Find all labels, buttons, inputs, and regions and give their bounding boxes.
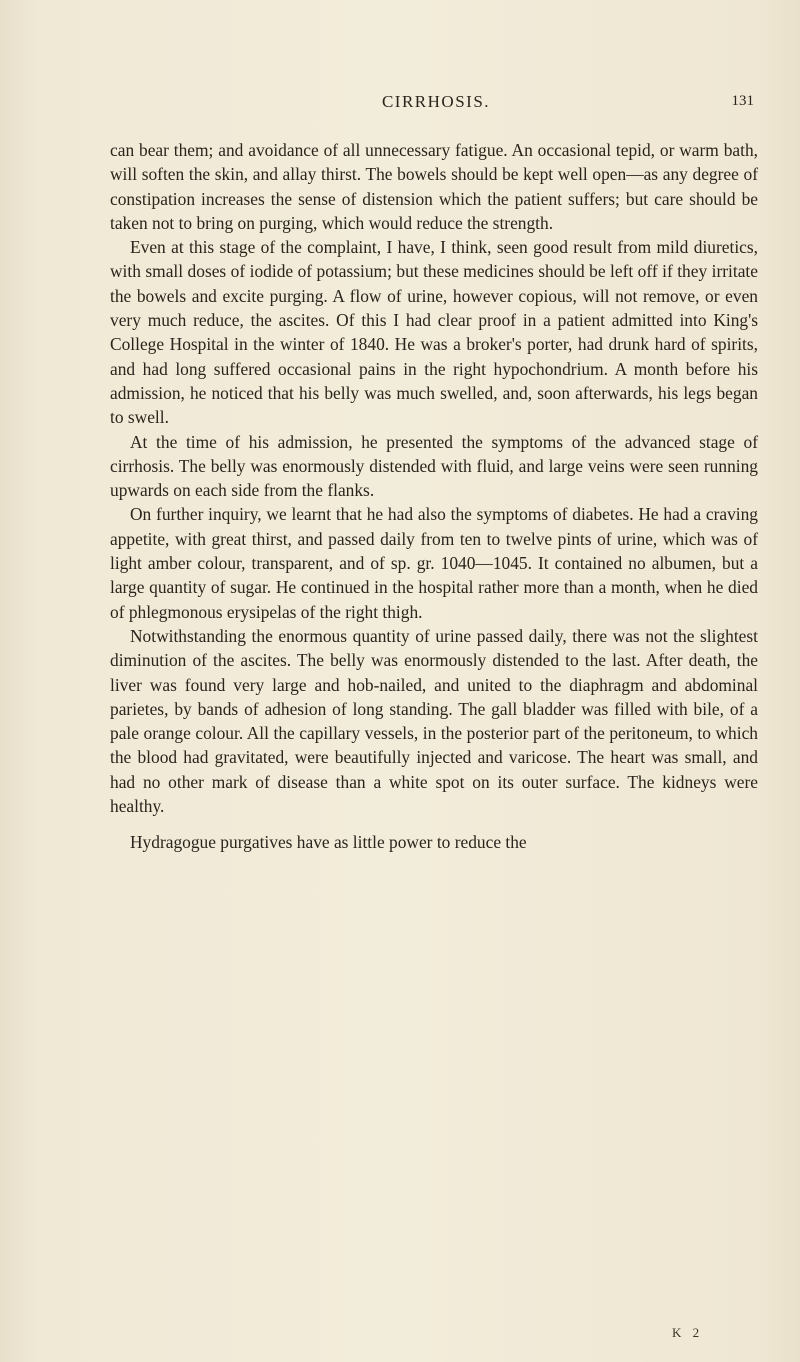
page-number: 131 — [731, 93, 754, 109]
paragraph-3: At the time of his admission, he presented the symptoms of the advanced stage of cirrhosis. The belly was enormously distended with fluid, and large veins were seen running upwards on each side from the flanks. — [110, 431, 758, 501]
paragraph-1: can bear them; and avoidance of all unnecessary fatigue. An occasional tepid, or warm bath, will soften the skin, and allay thirst. The bowels should be kept well open—as any degree of constipation increases the sense of distension which the patient suffers; but care should be taken not to bring on purging, which would reduce the strength. — [110, 140, 758, 233]
page-header — [118, 92, 754, 122]
paragraph-4: On further inquiry, we learnt that he had also the symptoms of diabetes. He had a craving appetite, with great thirst, and passed daily from ten to twelve pints of urine, which was of light amber colour, transparent, and of sp. gr. 1040—1045. It contained no albumen, but a large quantity of sugar. He continued in the hospital rather more than a month, when he died of phlegmonous erysipelas of the right thigh. — [110, 504, 758, 622]
body-text — [110, 138, 758, 855]
paragraph-6: Hydragogue purgatives have as little power to reduce the — [130, 832, 527, 853]
signature-mark: K 2 — [672, 1325, 704, 1340]
paragraph-2: Even at this stage of the complaint, I have, I think, seen good result from mild diuretics, with small doses of iodide of potassium; but these medicines should be left off if they irritate the bowels and excite purging. A flow of urine, however copious, will not remove, or even very much reduce, the ascites. Of this I had clear proof in a patient admitted into King's College Hospital in the winter of 1840. He was a broker's porter, had drunk hard of spirits, and had long suffered occasional pains in the right hypochondrium. A month before his admission, he noticed that his belly was much swelled, and, soon afterwards, his legs began to swell. — [110, 237, 758, 428]
paragraph-5: Notwithstanding the enormous quantity of urine passed daily, there was not the slightest diminution of the ascites. The belly was enormously distended to the last. After death, the liver was found very large and hob-nailed, and united to the diaphragm and abdominal parietes, by bands of adhesion of long standing. The gall bladder was filled with bile, of a pale orange colour. All the capillary vessels, in the posterior part of the peritoneum, to which the blood had gravitated, were beautifully injected and varicose. The heart was small, and had no other mark of disease than a white spot on its outer surface. The kidneys were healthy. — [110, 625, 758, 817]
running-title: CIRRHOSIS. — [381, 92, 491, 111]
